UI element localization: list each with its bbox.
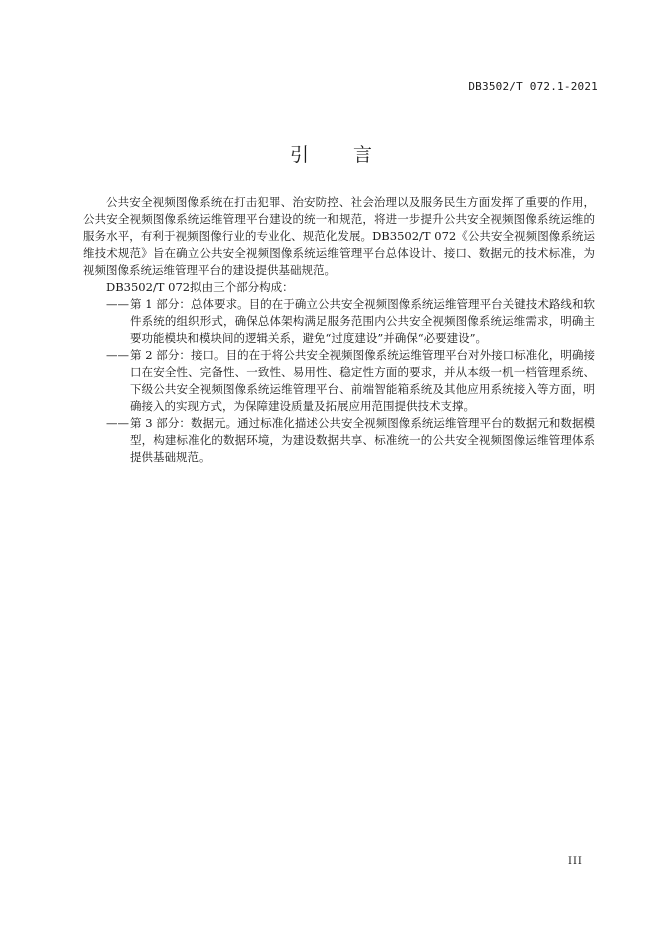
list-item	[83, 296, 595, 347]
page-number: III	[568, 856, 583, 867]
page-title: 引言	[289, 144, 416, 166]
list-dash: ——	[106, 416, 129, 430]
list-dash: ——	[106, 348, 129, 362]
list-item	[83, 415, 595, 466]
document-code: DB3502/T 072.1-2021	[468, 80, 598, 93]
list-item	[83, 347, 595, 415]
list-item-text: 第 2 部分：接口。目的在于将公共安全视频图像系统运维管理平台对外接口标准化，明确接口在安全性、完备性、一致性、易用性、稳定性方面的要求，并从本级一机一档管理系统、下级公共安全视频图像系统运维管理平台、前端智能箱系统及其他应用系统接入等方面，明确接入的实现方式，为保障建设质量及拓展应用范围提供技术支撑。	[130, 348, 595, 413]
list-dash: ——	[106, 297, 129, 311]
intro-paragraph: 公共安全视频图像系统在打击犯罪、治安防控、社会治理以及服务民生方面发挥了重要的作用，公共安全视频图像系统运维管理平台建设的统一和规范，将进一步提升公共安全视频图像系统运维的服务水平，有利于视频图像行业的专业化、规范化发展。DB3502/T 072《公共安全视频图像系统运维技术规范》旨在确立公共安全视频图像系统运维管理平台总体设计、接口、数据元的技术标准，为视频图像系统运维管理平台的建设提供基础规范。	[83, 195, 595, 277]
list-item-text: 第 3 部分：数据元。通过标准化描述公共安全视频图像系统运维管理平台的数据元和数据模型，构建标准化的数据环境，为建设数据共享、标准统一的公共安全视频图像运维管理体系提供基础规范。	[130, 416, 595, 464]
parts-intro-paragraph: DB3502/T 072拟由三个部分构成：	[106, 280, 294, 294]
document-body	[83, 194, 595, 466]
list-item-text: 第 1 部分：总体要求。目的在于确立公共安全视频图像系统运维管理平台关键技术路线和软件系统的组织形式，确保总体架构满足服务范围内公共安全视频图像系统运维需求，明确主要功能模块和模块间的逻辑关系，避免“过度建设”并确保“必要建设”。	[130, 297, 595, 345]
